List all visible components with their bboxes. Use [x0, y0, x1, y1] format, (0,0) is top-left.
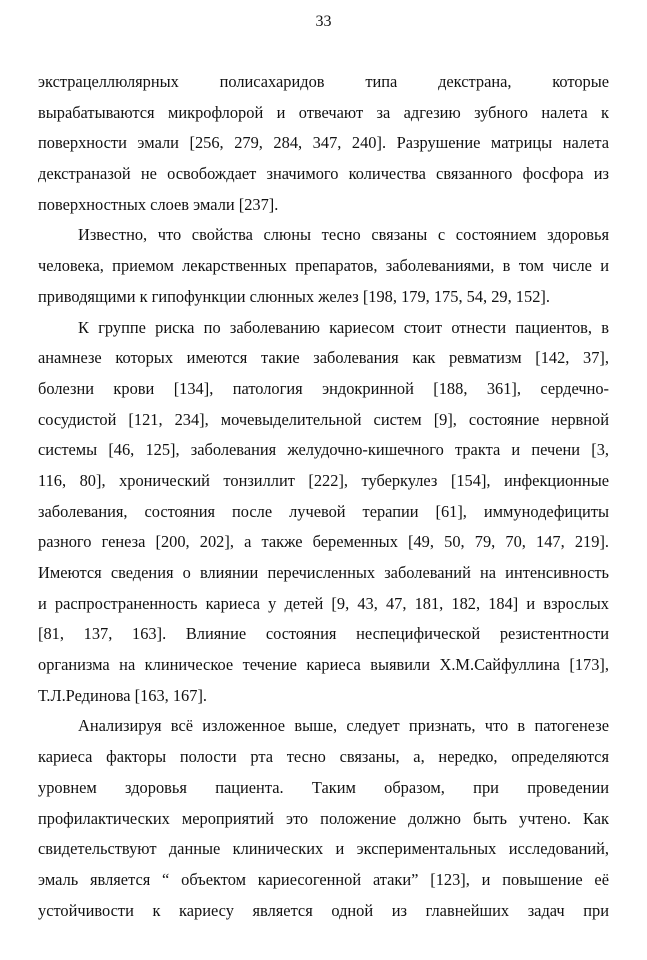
text-line: 116, 80], хронический тонзиллит [222], туберкулез [154], инфекционные	[38, 470, 609, 490]
text-line: экстрацеллюлярных полисахаридов типа декстрана, которые	[38, 72, 609, 91]
text-line: разного генеза [200, 202], а также беременных [49, 50, 79, 70, 147, 219].	[38, 532, 609, 552]
text-line: поверхностных слоев эмали [237].	[38, 194, 279, 214]
text-line: вырабатываются микрофлорой и отвечают за адгезию зубного налета к	[38, 102, 609, 122]
text-line: и распространенность кариеса у детей [9, 43, 47, 181, 182, 184] и взрослых	[38, 593, 609, 613]
text-line: свидетельствуют данные клинических и экспериментальных исследований,	[38, 839, 609, 859]
page-number: 33	[315, 13, 332, 30]
text-line: поверхности эмали [256, 279, 284, 347, 240]. Разрушение матрицы налета	[38, 133, 609, 153]
text-line: системы [46, 125], заболевания желудочно-кишечного тракта и печени [3,	[38, 440, 609, 460]
text-line: анамнезе которых имеются такие заболевания как ревматизм [142, 37],	[38, 348, 609, 368]
text-line: организма на клиническое течение кариеса выявили Х.М.Сайфуллина [173],	[38, 655, 609, 675]
text-line: уровнем здоровья пациента. Таким образом, при проведении	[38, 777, 609, 797]
text-line: Имеются сведения о влиянии перечисленных заболеваний на интенсивность	[38, 563, 609, 582]
text-line: декстраназой не освобождает значимого количества связанного фосфора из	[38, 164, 609, 184]
text-line: Анализируя всё изложенное выше, следует признать, что в патогенезе	[78, 716, 609, 736]
text-line: эмаль является “ объектом кариесогенной атаки” [123], и повышение её	[38, 869, 609, 889]
text-line: болезни крови [134], патология эндокринной [188, 361], сердечно-	[38, 378, 609, 398]
text-line: профилактических мероприятий это положение должно быть учтено. Как	[38, 808, 609, 828]
text-line: кариеса факторы полости рта тесно связаны, а, нередко, определяются	[38, 747, 609, 767]
text-line: сосудистой [121, 234], мочевыделительной систем [9], состояние нервной	[38, 409, 609, 429]
text-line: человека, приемом лекарственных препаратов, заболеваниями, в том числе и	[38, 256, 609, 276]
text-line: заболевания, состояния после лучевой терапии [61], иммунодефициты	[38, 501, 609, 521]
text-line: устойчивости к кариесу является одной из главнейших задач при	[38, 900, 609, 920]
text-line: Известно, что свойства слюны тесно связаны с состоянием здоровья	[78, 225, 609, 245]
text-line: Т.Л.Рединова [163, 167].	[38, 685, 207, 705]
text-line: приводящими к гипофункции слюнных желез [198, 179, 175, 54, 29, 152].	[38, 286, 550, 306]
text-line: К группе риска по заболеванию кариесом стоит отнести пациентов, в	[78, 317, 609, 337]
text-line: [81, 137, 163]. Влияние состояния неспецифической резистентности	[38, 624, 609, 644]
document-body	[38, 67, 609, 926]
